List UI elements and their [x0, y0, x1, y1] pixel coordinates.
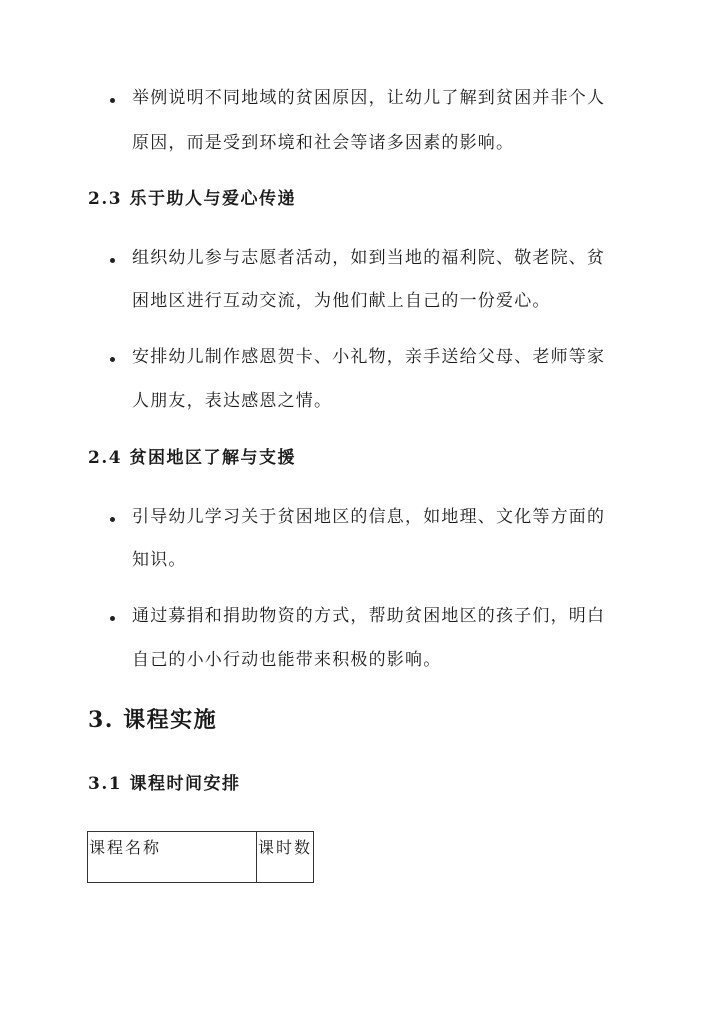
section-heading: 3.1 课程时间安排 [88, 774, 241, 794]
list-item-text: 自己的小小行动也能带来积极的影响。 [132, 650, 442, 670]
list-item-text: 困地区进行互动交流，为他们献上自己的一份爱心。 [132, 291, 551, 311]
list-item-text: 引导幼儿学习关于贫困地区的信息，如地理、文化等方面的 [132, 507, 606, 527]
list-item-text: 通过募捐和捐助物资的方式，帮助贫困地区的孩子们，明白 [132, 606, 606, 626]
list-item-text: 人朋友，表达感恩之情。 [132, 391, 333, 411]
table-header-cell: 课程名称 [88, 832, 257, 883]
bullet-icon [110, 258, 115, 263]
section-heading: 2.4 贫困地区了解与支援 [88, 448, 296, 468]
bullet-icon [110, 517, 115, 522]
table-header-cell: 课时数 [257, 832, 314, 883]
list-item-text: 组织幼儿参与志愿者活动，如到当地的福利院、敬老院、贫 [132, 248, 606, 268]
bullet-icon [110, 616, 115, 621]
section-heading: 2.3 乐于助人与爱心传递 [88, 189, 296, 209]
bullet-icon [110, 98, 115, 103]
list-item-text: 举例说明不同地域的贫困原因，让幼儿了解到贫困并非个人 [132, 88, 606, 108]
list-item-text: 知识。 [132, 550, 187, 570]
bullet-icon [110, 357, 115, 362]
table-header-row [88, 832, 314, 883]
list-item-text: 安排幼儿制作感恩贺卡、小礼物，亲手送给父母、老师等家 [132, 347, 606, 367]
chapter-heading: 3. 课程实施 [88, 707, 218, 733]
course-schedule-table [87, 831, 314, 883]
list-item-text: 原因，而是受到环境和社会等诸多因素的影响。 [132, 133, 515, 153]
